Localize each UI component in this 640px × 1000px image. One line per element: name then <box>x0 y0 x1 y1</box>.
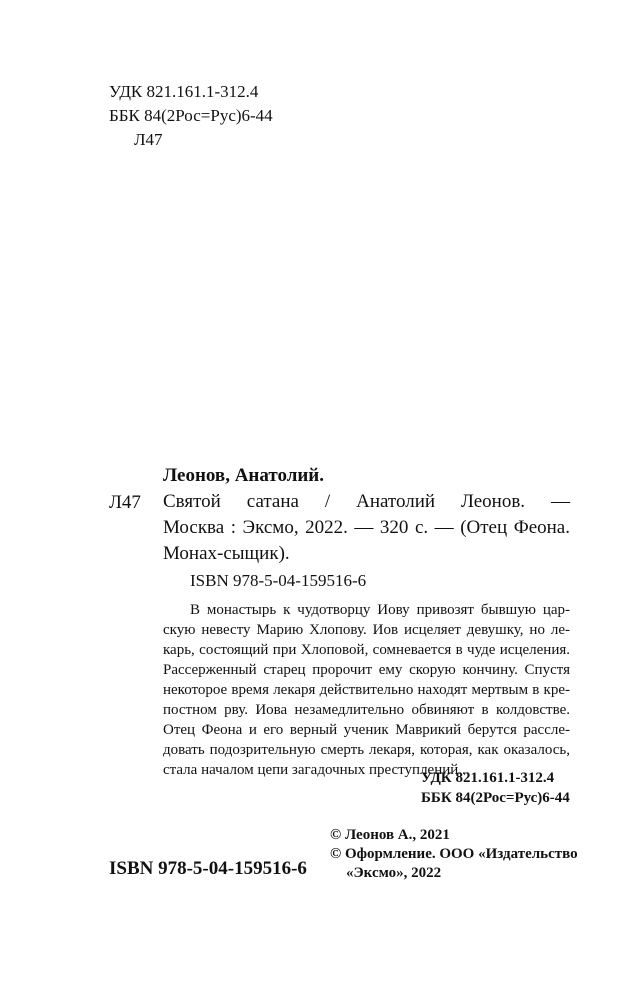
footer-isbn: ISBN 978-5-04-159516-6 <box>109 858 307 879</box>
copyright-block <box>330 826 578 883</box>
bbk-code-top: ББК 84(2Рос=Рус)6-44 <box>109 106 273 125</box>
catalog-isbn: ISBN 978-5-04-159516-6 <box>190 571 367 590</box>
catalog-author-mark: Л47 <box>109 492 141 513</box>
catalog-author: Леонов, Анатолий. <box>163 465 325 486</box>
catalog-title-line: Монах-сыщик). <box>163 543 290 564</box>
footer-classification <box>421 768 570 808</box>
annotation-line: Рассерженный старец пророчит ему скорую кончину. Спустя <box>163 662 570 678</box>
author-mark-top: Л47 <box>134 130 163 149</box>
annotation-line: скую невесту Марию Хлопову. Иов исцеляет девушку, но ле- <box>163 622 570 638</box>
annotation-line: Отец Феона и его верный ученик Маврикий берутся рассле- <box>163 722 570 738</box>
catalog-title-line: Святой сатана / Анатолий Леонов. — <box>163 491 570 512</box>
annotation-line: некоторое время лекаря действительно находят мертвым в кре- <box>163 682 570 698</box>
udk-code-bottom: УДК 821.161.1-312.4 <box>421 770 555 786</box>
annotation-line: карь, состоящий при Хлоповой, сомневается в чуде исцеления. <box>163 642 570 658</box>
copyright-design: © Оформление. ООО «Издательство <box>330 846 578 862</box>
catalog-title-block <box>163 489 570 567</box>
annotation <box>163 600 570 780</box>
annotation-line: стала началом цепи загадочных преступлений... <box>163 762 470 778</box>
annotation-line: довать подозрительную смерть лекаря, которая, как оказалось, <box>163 742 570 758</box>
bbk-code-bottom: ББК 84(2Рос=Рус)6-44 <box>421 790 570 806</box>
catalog-title-line: Москва : Эксмо, 2022. — 320 с. — (Отец Феона. <box>163 517 570 538</box>
copyright-design-cont: «Эксмо», 2022 <box>346 865 442 881</box>
udk-code-top: УДК 821.161.1-312.4 <box>109 82 259 101</box>
annotation-line: В монастырь к чудотворцу Иову привозят бывшую цар- <box>190 602 570 618</box>
annotation-line: постном рву. Иова незамедлительно обвиняют в колдовстве. <box>163 702 570 718</box>
copyright-author: © Леонов А., 2021 <box>330 827 450 843</box>
